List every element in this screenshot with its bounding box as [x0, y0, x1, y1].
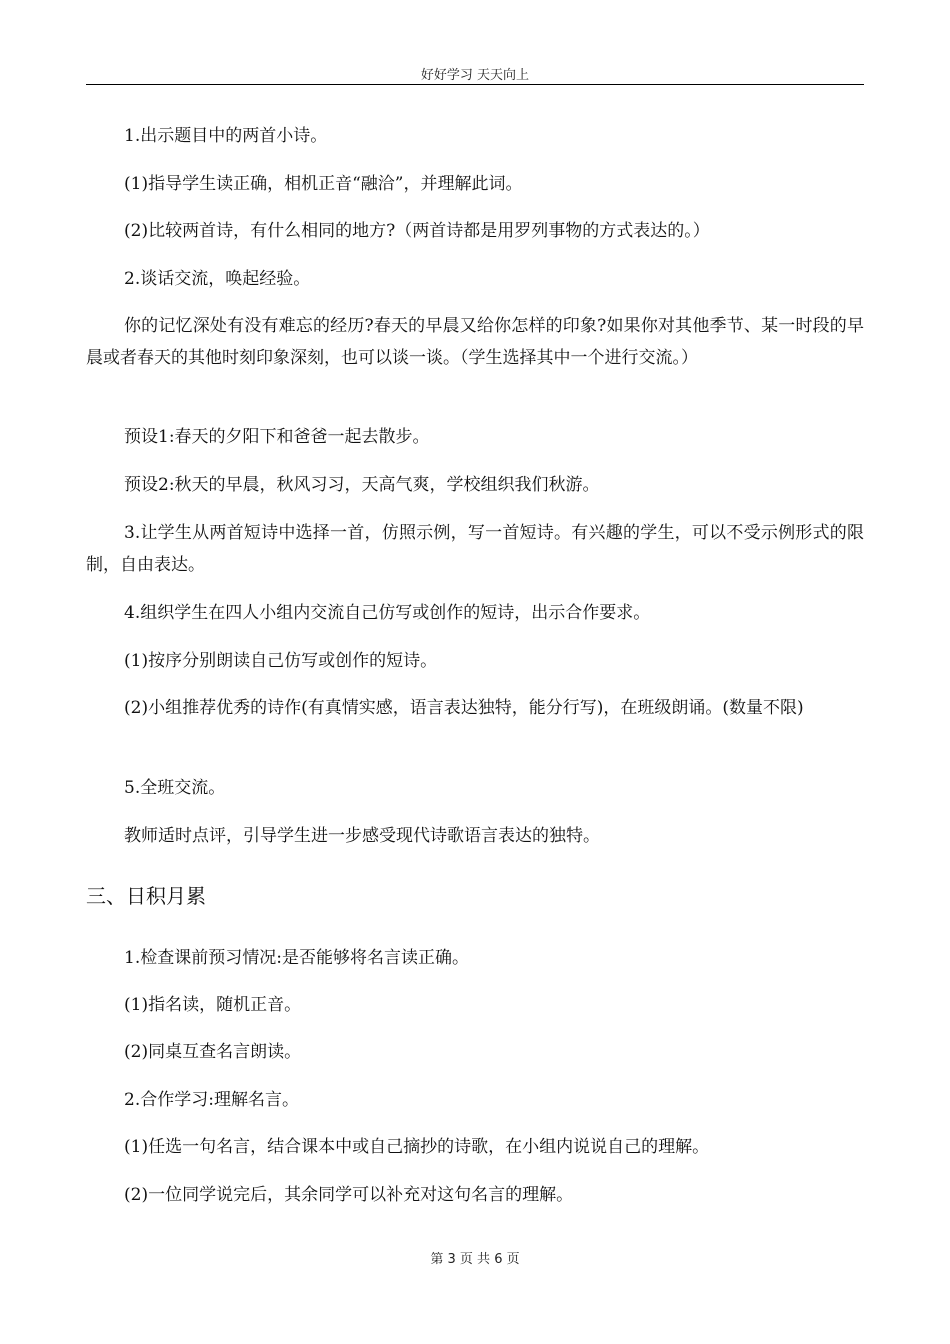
paragraph: (1)按序分别朗读自己仿写或创作的短诗。: [124, 651, 438, 671]
paragraph: (1)指名读，随机正音。: [124, 995, 302, 1015]
paragraph: (2)比较两首诗，有什么相同的地方?（两首诗都是用罗列事物的方式表达的。）: [124, 221, 710, 241]
paragraph: 1.检查课前预习情况:是否能够将名言读正确。: [124, 948, 469, 968]
paragraph: (1)任选一句名言，结合课本中或自己摘抄的诗歌，在小组内说说自己的理解。: [124, 1137, 710, 1157]
paragraph: 1.出示题目中的两首小诗。: [124, 126, 328, 146]
paragraph: 2.合作学习:理解名言。: [124, 1090, 299, 1110]
section-heading: 三、日积月累: [86, 884, 206, 908]
page-footer: 第 3 页 共 6 页: [430, 1252, 520, 1267]
paragraph: 你的记忆深处有没有难忘的经历?春天的早晨又给你怎样的印象?如果你对其他季节、某一时段的早晨或者春天的其他时刻印象深刻，也可以谈一谈。（学生选择其中一个进行交流。）: [86, 316, 864, 368]
page-header: 好好学习 天天向上: [420, 68, 530, 83]
paragraph: (1)指导学生读正确，相机正音“融洽”，并理解此词。: [124, 174, 523, 194]
paragraph: 预设2:秋天的早晨，秋风习习，天高气爽，学校组织我们秋游。: [124, 475, 600, 495]
paragraph: 预设1:春天的夕阳下和爸爸一起去散步。: [124, 427, 430, 447]
header-divider: [86, 84, 864, 85]
paragraph: 4.组织学生在四人小组内交流自己仿写或创作的短诗，出示合作要求。: [124, 603, 651, 623]
paragraph: 教师适时点评，引导学生进一步感受现代诗歌语言表达的独特。: [124, 826, 600, 846]
paragraph: 5.全班交流。: [124, 778, 226, 798]
paragraph: 2.谈话交流，唤起经验。: [124, 269, 311, 289]
paragraph: (2)同桌互查名言朗读。: [124, 1042, 302, 1062]
paragraph: 3.让学生从两首短诗中选择一首，仿照示例，写一首短诗。有兴趣的学生，可以不受示例形式的限制，自由表达。: [86, 523, 864, 575]
paragraph: (2)一位同学说完后，其余同学可以补充对这句名言的理解。: [124, 1185, 574, 1205]
paragraph: (2)小组推荐优秀的诗作(有真情实感，语言表达独特，能分行写)，在班级朗诵。(数量不限): [124, 698, 804, 718]
